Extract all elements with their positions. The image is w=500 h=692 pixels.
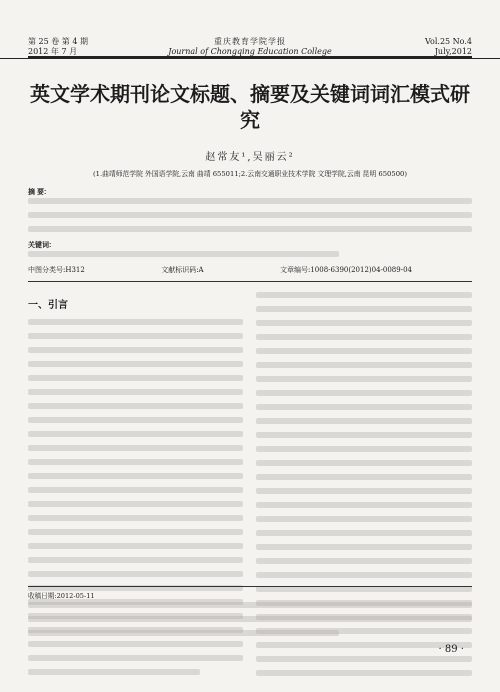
unreadable-line xyxy=(28,198,472,204)
unreadable-line xyxy=(28,571,243,577)
header-volume-en: Vol.25 No.4 xyxy=(425,37,472,46)
unreadable-line xyxy=(256,446,472,452)
unreadable-line xyxy=(28,669,200,675)
unreadable-line xyxy=(256,404,472,410)
header-date-en: July,2012 xyxy=(434,47,472,56)
unreadable-line xyxy=(28,557,243,563)
unreadable-line xyxy=(28,473,243,479)
received-date: 收稿日期:2012-05-11 xyxy=(28,592,95,600)
unreadable-line xyxy=(256,390,472,396)
unreadable-line xyxy=(256,362,472,368)
unreadable-line xyxy=(256,488,472,494)
unreadable-line xyxy=(256,320,472,326)
unreadable-line xyxy=(256,348,472,354)
unreadable-line xyxy=(28,529,243,535)
unreadable-line xyxy=(28,361,243,367)
unreadable-line xyxy=(256,544,472,550)
unreadable-line xyxy=(28,319,243,325)
document-code: 文献标识码:A xyxy=(161,266,204,274)
unreadable-line xyxy=(28,347,243,353)
unreadable-line xyxy=(28,487,243,493)
unreadable-line xyxy=(256,558,472,564)
unreadable-line xyxy=(256,376,472,382)
header-rule xyxy=(0,58,500,59)
affiliation: (1.曲靖师范学院 外国语学院,云南 曲靖 655011;2.云南交通职业技术学院 文理学院,云南 昆明 650500) xyxy=(92,170,408,178)
unreadable-line xyxy=(28,459,243,465)
section-heading: 一、引言 xyxy=(28,300,68,311)
unreadable-line xyxy=(28,616,472,622)
unreadable-line xyxy=(28,630,339,636)
unreadable-line xyxy=(28,226,472,232)
header-journal-en: Journal of Chongqing Education College xyxy=(168,47,332,56)
unreadable-line xyxy=(28,515,243,521)
unreadable-line xyxy=(28,655,243,661)
unreadable-line xyxy=(28,403,243,409)
unreadable-line xyxy=(256,418,472,424)
unreadable-line xyxy=(256,572,472,578)
unreadable-line xyxy=(28,431,243,437)
unreadable-line xyxy=(28,602,472,608)
article-title: 英文学术期刊论文标题、摘要及关键词词汇模式研究 xyxy=(30,84,470,132)
meta-rule xyxy=(28,281,472,282)
keywords-label: 关键词: xyxy=(28,242,52,249)
unreadable-line xyxy=(256,516,472,522)
article-number: 文章编号:1008-6390(2012)04-0089-04 xyxy=(280,266,412,274)
unreadable-line xyxy=(256,656,472,662)
unreadable-line xyxy=(28,251,339,257)
keywords xyxy=(28,240,472,257)
unreadable-line xyxy=(28,212,472,218)
authors: 赵常友¹,吴丽云² xyxy=(205,152,295,163)
header-volume-cn: 第 25 卷 第 4 期 xyxy=(28,37,88,46)
unreadable-line xyxy=(28,333,243,339)
clc-number: 中图分类号:H312 xyxy=(28,266,85,274)
unreadable-line xyxy=(256,460,472,466)
unreadable-line xyxy=(256,292,472,298)
unreadable-line xyxy=(28,543,243,549)
footnote xyxy=(28,586,472,644)
unreadable-line xyxy=(256,334,472,340)
unreadable-line xyxy=(256,306,472,312)
unreadable-line xyxy=(256,502,472,508)
unreadable-line xyxy=(28,417,243,423)
unreadable-line xyxy=(256,530,472,536)
unreadable-line xyxy=(28,445,243,451)
header-date-cn: 2012 年 7 月 xyxy=(28,47,78,56)
unreadable-line xyxy=(256,432,472,438)
abstract xyxy=(28,187,472,232)
header-journal-cn: 重庆教育学院学报 xyxy=(214,37,286,46)
unreadable-line xyxy=(28,375,243,381)
abstract-label: 摘 要: xyxy=(28,189,47,196)
unreadable-line xyxy=(28,389,243,395)
unreadable-line xyxy=(256,474,472,480)
classification-row xyxy=(28,265,472,275)
unreadable-line xyxy=(28,501,243,507)
running-header xyxy=(28,0,472,58)
page-number: · 89 · xyxy=(438,644,464,655)
